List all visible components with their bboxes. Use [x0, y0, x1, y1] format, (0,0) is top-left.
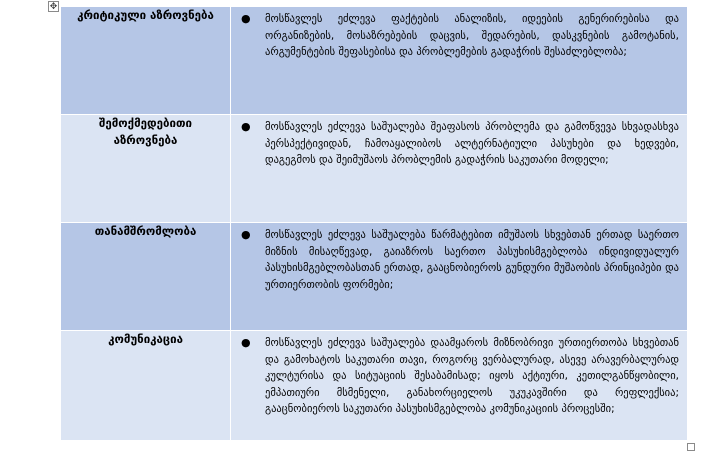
competency-label: შემოქმედებითი აზროვნება — [61, 115, 231, 223]
table-row — [61, 223, 688, 331]
competency-description-cell — [231, 115, 688, 223]
bullet-icon: ● — [241, 12, 251, 25]
competency-label: თანამშრომლობა — [61, 223, 231, 331]
competency-description: მოსწავლეს ეძლევა ფაქტების ანალიზის, იდეების გენერირებისა და ორგანიზების, მოსაზრებების დაცვის, შედარების, დასკვნების გამოტანის, არგუმენტების შეფასებისა და პრობლემების გადაჭრის შესაძლებლობა; — [265, 13, 679, 58]
list-item — [241, 11, 679, 61]
table-row — [61, 115, 688, 223]
competency-description-cell — [231, 331, 688, 441]
competency-description: მოსწავლეს ეძლევა საშუალება წარმატებით იმუშაოს სხვებთან ერთად საერთო მიზნის მისაღწევად, გაიაზროს საერთო პასუხისმგებლობა ინდივიდუალურ პასუხისმგებლობასთან ერთად, გააცნობიეროს გუნდური მუშაობის პრინციპები და ურთიერთობის ფორმები; — [265, 229, 679, 291]
table-row — [61, 331, 688, 441]
competency-label: კრიტიკული აზროვნება — [61, 7, 231, 115]
bullet-icon: ● — [241, 336, 251, 349]
competency-description: მოსწავლეს ეძლევა საშუალება შეაფასოს პრობლემა და გამოწვევა სხვადასხვა პერსპექტივიდან, ჩამოაყალიბოს ალტერნატიული პასუხები და ხედვები, დაგეგმოს და შეიმუშაოს პრობლემის გადაჭრის საკუთარი მოდელი; — [265, 121, 679, 166]
table-resize-handle-icon[interactable] — [687, 443, 695, 451]
list-item — [241, 227, 679, 293]
competency-description-cell — [231, 223, 688, 331]
competency-description: მოსწავლეს ეძლევა საშუალება დაამყაროს მიზნობრივი ურთიერთობა სხვებთან და გამოხატოს საკუთარი თავი, როგორც ვერბალურად, ასევე არავერბალურად კულტურისა და სიტუაციის შესაბამისად; იყოს აქტიური, კეთილგანწყობილი, ემპათიური მსმენელი, განახორციელოს უკუკავშირი და რეფლექსია; გააცნობიეროს საკუთარი პასუხისმგებლობა კომუნიკაციის პროცესში; — [265, 337, 679, 415]
bullet-icon: ● — [241, 228, 251, 241]
competency-label: კომუნიკაცია — [61, 331, 231, 441]
list-item — [241, 335, 679, 418]
table-move-handle-icon[interactable]: ✥ — [49, 2, 58, 12]
bullet-icon: ● — [241, 120, 251, 133]
competencies-table — [60, 6, 688, 441]
competency-description-cell — [231, 7, 688, 115]
table-row — [61, 7, 688, 115]
list-item — [241, 119, 679, 169]
